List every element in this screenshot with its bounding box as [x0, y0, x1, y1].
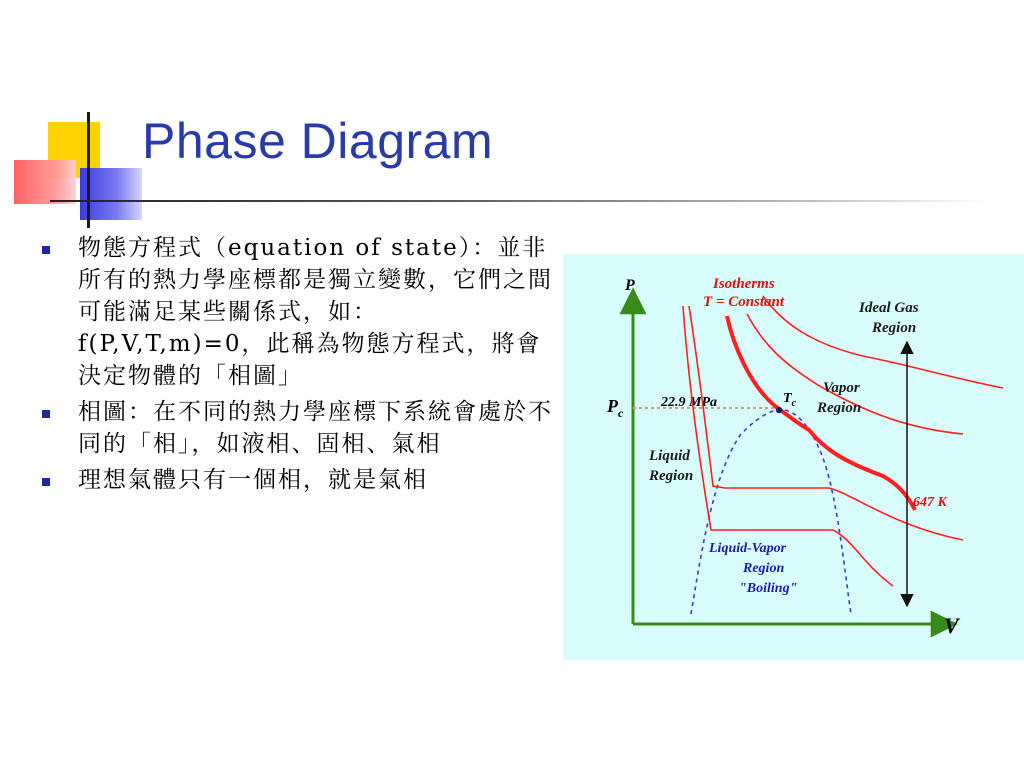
bullet-square-icon [42, 478, 50, 486]
slide-title: Phase Diagram [142, 113, 494, 169]
boiling-region-line3: "Boiling" [739, 581, 798, 596]
pressure-axis-label: P [625, 277, 635, 294]
phase-diagram-svg [563, 254, 1024, 660]
critical-temperature-value: 647 K [913, 495, 947, 510]
bullet-text: 相圖：在不同的熱力學座標下系統會處於不同的「相」，如液相、固相、氣相 [78, 399, 553, 457]
boiling-region-line2: Region [743, 561, 785, 576]
critical-point-marker [776, 407, 782, 413]
critical-pressure-label: $P_c$ [607, 396, 624, 420]
boiling-region-line1: Liquid-Vapor [709, 541, 787, 556]
bullet-item [38, 232, 558, 392]
liquid-region-line1: Liquid [649, 448, 690, 464]
isotherms-title: Isotherms [713, 276, 775, 292]
ideal-gas-region-line2: Region [872, 320, 917, 336]
title-underline [50, 200, 990, 202]
bullet-text: 理想氣體只有一個相，就是氣相 [78, 467, 428, 493]
bullet-square-icon [42, 410, 50, 418]
bullet-item [38, 396, 558, 460]
isotherms-subtitle: T = Constant [703, 294, 785, 310]
critical-pressure-value: 22.9 MPa [661, 395, 717, 410]
decor-red-square [14, 160, 76, 204]
vapor-region-line2: Region [817, 400, 862, 416]
liquid-region-line2: Region [649, 468, 694, 484]
bullet-list [38, 232, 558, 500]
decor-vertical-line [87, 112, 90, 228]
bullet-item [38, 464, 558, 496]
critical-temperature-label: $T_c$ [783, 391, 797, 409]
ideal-gas-region-line1: Ideal Gas [859, 300, 919, 316]
vapor-region-line1: Vapor [823, 380, 860, 396]
bullet-square-icon [42, 246, 50, 254]
volume-axis-label: V [944, 613, 959, 638]
bullet-text: 物態方程式（equation of state）：並非所有的熱力學座標都是獨立變數，它們之間可能滿足某些關係式，如：f(P,V,T,m)=0，此稱為物態方程式，將會決定物體的「相圖」 [78, 235, 553, 389]
phase-diagram-figure [563, 254, 1024, 660]
